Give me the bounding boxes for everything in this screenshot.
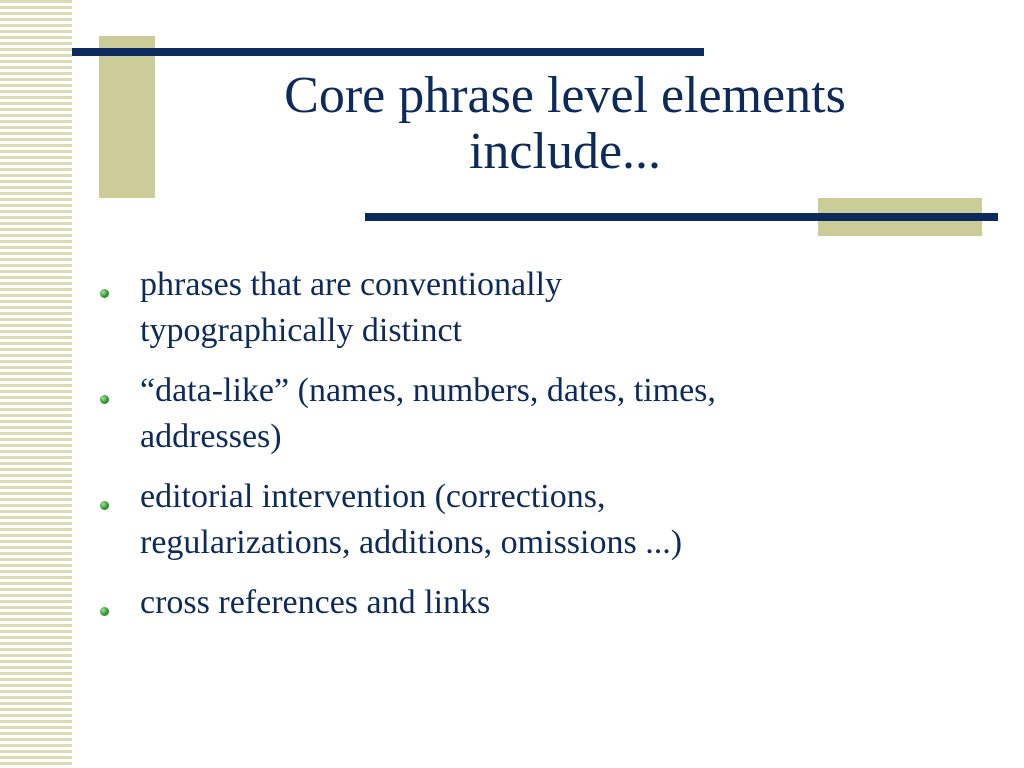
bullet-item [100, 580, 960, 626]
bullet-text-line-2: regularizations, additions, omissions ...) [140, 524, 683, 561]
bullet-text-line-1: “data-like” (names, numbers, dates, times, [140, 372, 716, 409]
bullet-icon [100, 289, 109, 298]
bullet-text-line-2: addresses) [140, 418, 282, 455]
bullet-icon [100, 607, 109, 616]
bullet-item [100, 368, 960, 460]
bullet-icon [100, 501, 109, 510]
title-rule-bottom [365, 213, 998, 221]
bullet-item [100, 262, 960, 354]
bullet-text-line-1: editorial intervention (corrections, [140, 478, 606, 515]
slide-title [200, 68, 930, 180]
slide-title-line-1: Core phrase level elements [284, 67, 846, 124]
bullet-text-line-2: typographically distinct [140, 312, 462, 349]
slide-title-line-2: include... [468, 123, 662, 180]
bullet-item [100, 474, 960, 566]
bullet-text-line-1: phrases that are conventionally [140, 266, 563, 303]
bullet-text-line-1: cross references and links [140, 584, 491, 621]
decorative-stripe-band [0, 0, 72, 768]
bullet-list [100, 262, 960, 640]
title-rule-top [72, 48, 704, 56]
decorative-accent-block-left [99, 36, 155, 198]
bullet-icon [100, 395, 109, 404]
